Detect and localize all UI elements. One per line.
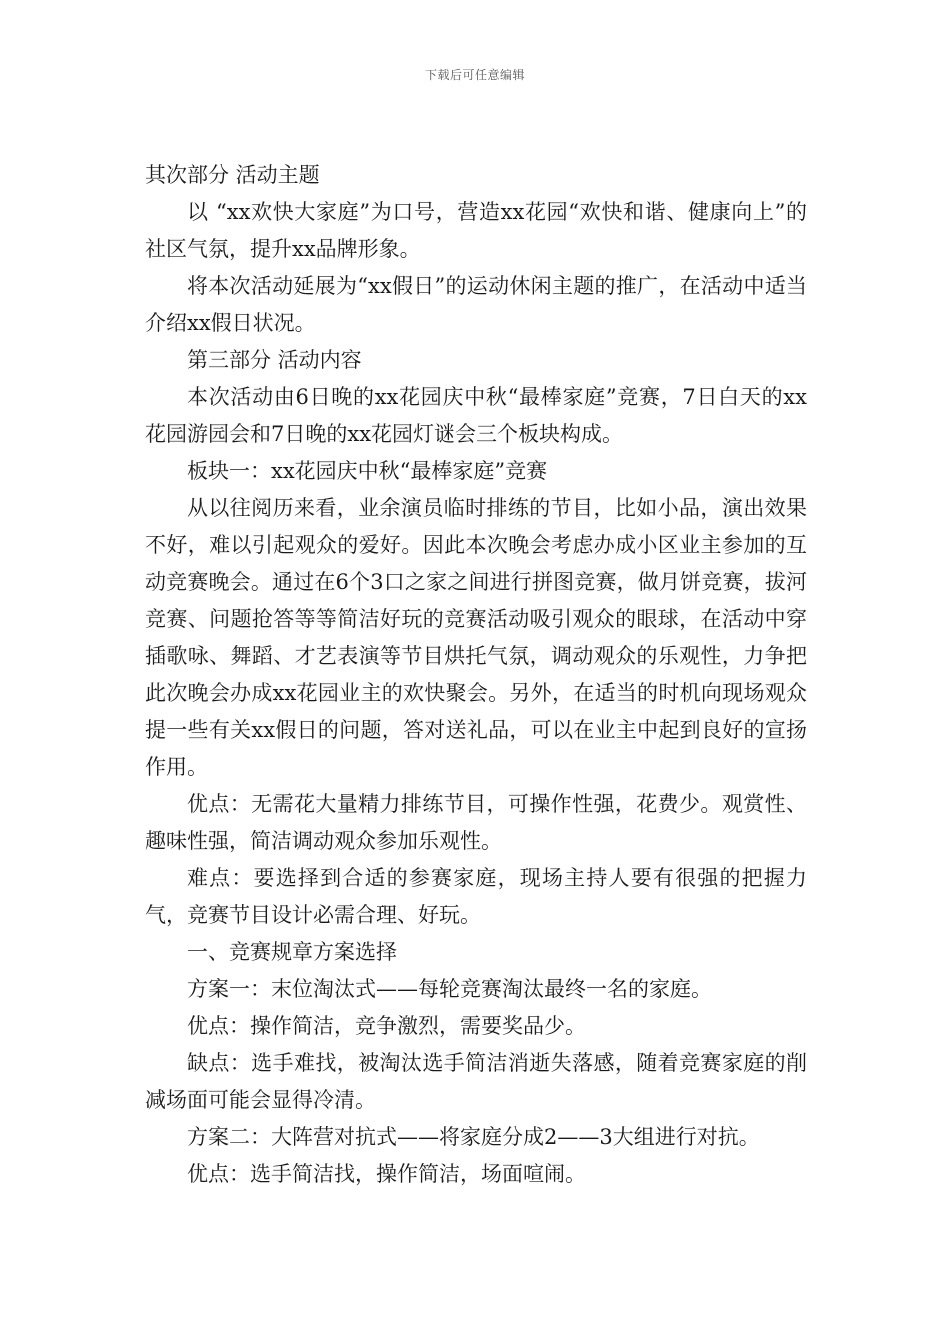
paragraph: 第三部分 活动内容: [187, 348, 362, 372]
paragraph: 将本次活动延展为“xx假日”的运动休闲主题的推广，在活动中适当介绍xx假日状况。: [145, 274, 807, 335]
paragraph: 以 “xx欢快大家庭”为口号，营造xx花园“欢快和谐、健康向上”的社区气氛，提升xx品牌形象。: [145, 200, 807, 261]
paragraph: 本次活动由6日晚的xx花园庆中秋“最棒家庭”竞赛，7日白天的xx花园游园会和7日晚的xx花园灯谜会三个板块构成。: [145, 385, 807, 446]
paragraph: 方案一：末位淘汰式——每轮竞赛淘汰最终一名的家庭。: [187, 977, 712, 1001]
paragraph: 缺点：选手难找，被淘汰选手简洁消逝失落感，随着竞赛家庭的削减场面可能会显得冷清。: [145, 1051, 807, 1112]
paragraph: 从以往阅历来看，业余演员临时排练的节目，比如小品，演出效果不好，难以引起观众的爱好。因此本次晚会考虑办成小区业主参加的互动竞赛晚会。通过在6个3口之家之间进行拼图竞赛，做月饼竞赛，拔河竞赛、问题抢答等等简洁好玩的竞赛活动吸引观众的眼球，在活动中穿插歌咏、舞蹈、才艺表演等节目烘托气氛，调动观众的乐观性，力争把此次晚会办成xx花园业主的欢快聚会。另外，在适当的时机向现场观众提一些有关xx假日的问题，答对送礼品，可以在业主中起到良好的宣扬作用。: [145, 496, 807, 779]
paragraph: 其次部分 活动主题: [145, 163, 320, 187]
paragraph: 难点：要选择到合适的参赛家庭，现场主持人要有很强的把握力气，竞赛节目设计必需合理、好玩。: [145, 866, 807, 927]
paragraph: 方案二：大阵营对抗式——将家庭分成2——3大组进行对抗。: [187, 1125, 760, 1149]
paragraph: 优点：无需花大量精力排练节目，可操作性强，花费少。观赏性、趣味性强，简洁调动观众参加乐观性。: [145, 792, 807, 853]
paragraph: 优点：选手简洁找，操作简洁，场面喧闹。: [187, 1162, 586, 1186]
document-body: [145, 157, 807, 1193]
paragraph: 一、竞赛规章方案选择: [187, 940, 397, 964]
paragraph: 优点：操作简洁，竞争激烈，需要奖品少。: [187, 1014, 586, 1038]
page-header: 下载后可任意编辑: [424, 68, 525, 82]
paragraph: 板块一：xx花园庆中秋“最棒家庭”竞赛: [187, 459, 548, 483]
